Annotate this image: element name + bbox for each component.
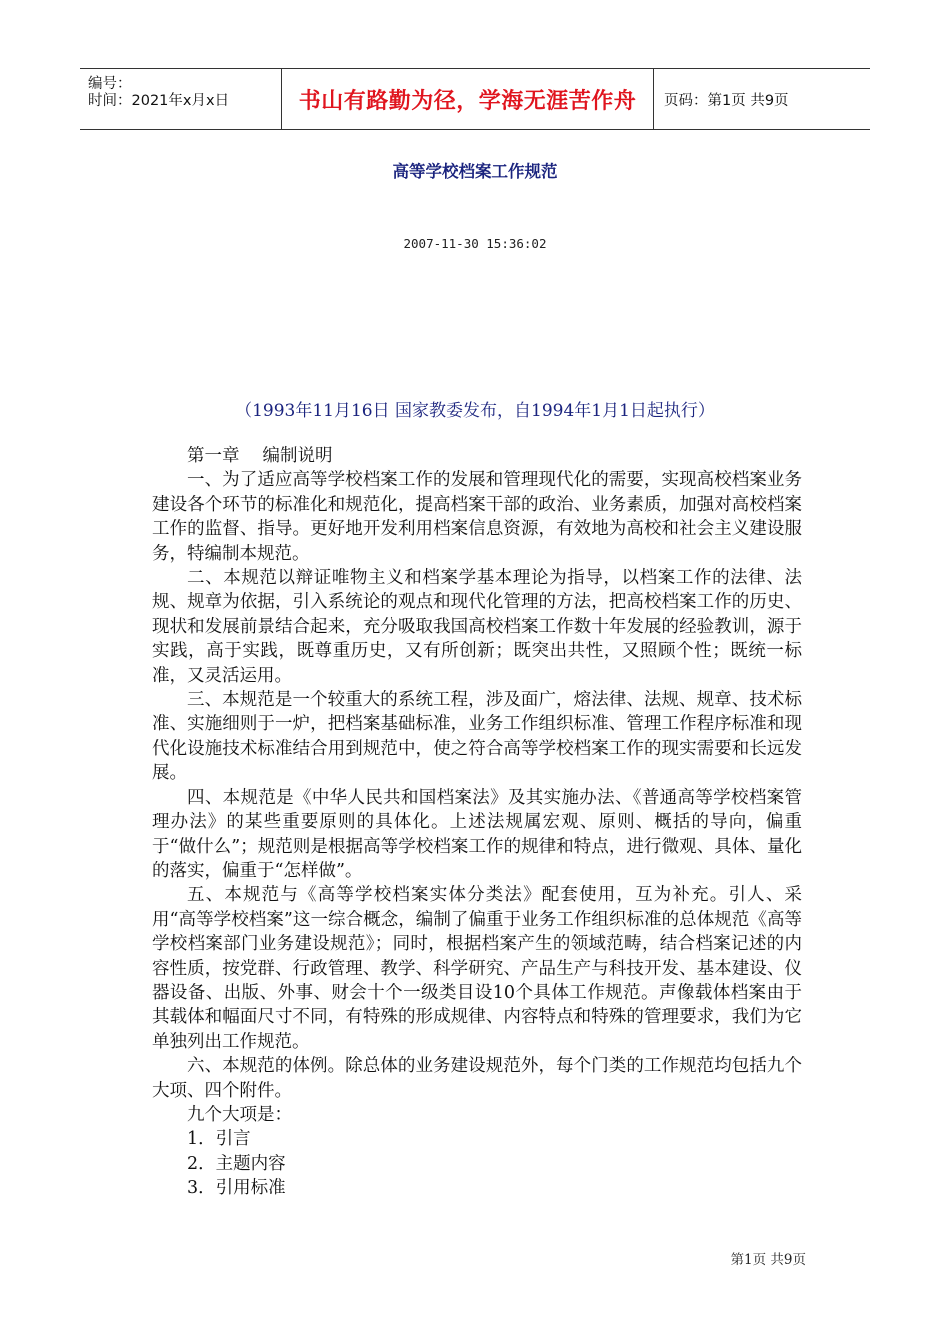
number-label: 编号： (88, 76, 132, 92)
paragraph: 四、本规范是《中华人民共和国档案法》及其实施办法、《普通高等学校档案管理办法》的某些重要原则的具体化。上述法规属宏观、原则、概括的导向，偏重于“做什么”；规范则是根据高等学校档案工作的规律和特点，进行微观、具体、量化的落实，偏重于“怎样做”。 (152, 787, 802, 881)
document-title: 高等学校档案工作规范 (392, 162, 558, 181)
list-heading: 九个大项是： (187, 1104, 292, 1125)
header-meta (80, 69, 282, 129)
time-label: 时间：2021年x月x日 (88, 93, 230, 109)
document-datetime: 2007-11-30 15:36:02 (403, 236, 547, 251)
issuance-note: （1993年11月16日 国家教委发布，自1994年1月1日起执行） (235, 401, 715, 421)
page-header (80, 68, 870, 130)
paragraph: 一、为了适应高等学校档案工作的发展和管理现代化的需要，实现高校档案业务建设各个环节的标准化和规范化，提高档案干部的政治、业务素质，加强对高校档案工作的监督、指导。更好地开发利用档案信息资源，有效地为高校和社会主义建设服务，特编制本规范。 (152, 470, 802, 564)
paragraph: 六、本规范的体例。除总体的业务建设规范外，每个门类的工作规范均包括九个大项、四个附件。 (152, 1056, 802, 1101)
paragraph: 三、本规范是一个较重大的系统工程，涉及面广，熔法律、法规、规章、技术标准、实施细则于一炉，把档案基础标准，业务工作组织标准、管理工作程序标准和现代化设施技术标准结合用到规范中，使之符合高等学校档案工作的现实需要和长远发展。 (152, 690, 802, 784)
chapter-heading: 第一章 编制说明 (187, 446, 333, 466)
paragraph: 二、本规范以辩证唯物主义和档案学基本理论为指导，以档案工作的法律、法规、规章为依据，引入系统论的观点和现代化管理的方法，把高校档案工作的历史、现状和发展前景结合起来，充分吸取我国高校档案工作数十年发展的经验教训，源于实践，高于实践，既尊重历史，又有所创新；既突出共性，又照顾个性；既统一标准，又灵活运用。 (152, 568, 802, 686)
header-page-info: 页码：第1页 共9页 (664, 92, 789, 109)
motto-text: 书山有路勤为径，学海无涯苦作舟 (298, 88, 637, 114)
page-footer: 第1页 共9页 (730, 1252, 806, 1268)
list-item: 1．引言 (187, 1129, 251, 1150)
document-body (152, 444, 802, 1201)
list-item: 3．引用标准 (187, 1178, 286, 1199)
list-item: 2．主题内容 (187, 1153, 286, 1174)
header-motto (282, 69, 654, 129)
paragraph: 五、本规范与《高等学校档案实体分类法》配套使用，互为补充。引人、采用“高等学校档案”这一综合概念，编制了偏重于业务工作组织标准的总体规范《高等学校档案部门业务建设规范》；同时，根据档案产生的领域范畴，结合档案记述的内容性质，按党群、行政管理、教学、科学研究、产品生产与科技开发、基本建设、仪器设备、出版、外事、财会十个一级类目设10个具体工作规范。声像载体档案由于其载体和幅面尺寸不同，有特殊的形成规律、内容特点和特殊的管理要求，我们为它单独列出工作规范。 (152, 885, 802, 1052)
